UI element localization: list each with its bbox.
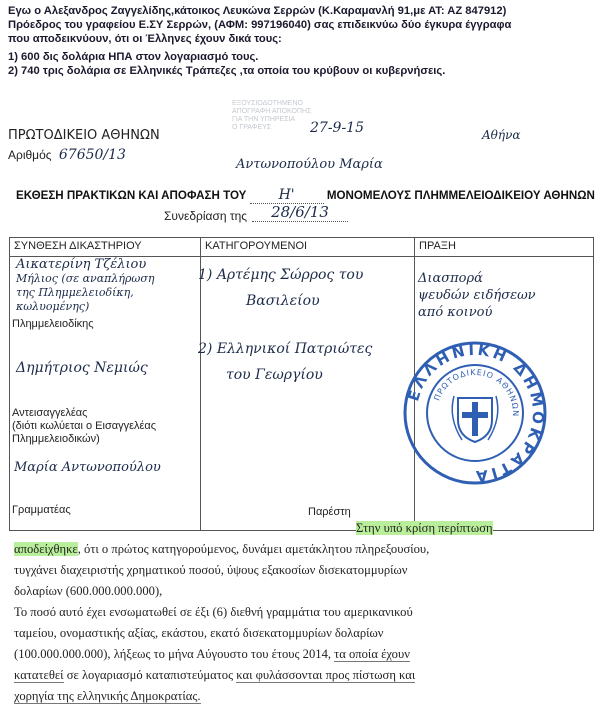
document-title — [16, 187, 595, 204]
column-header: ΠΡΑΞΗ — [415, 238, 594, 257]
prosecutor-role-line: Πλημμελειοδικών) — [12, 433, 100, 445]
handwritten-date: 27-9-15 — [310, 120, 364, 136]
title-number: Η' — [250, 187, 324, 204]
session-label: Συνεδρίαση της — [164, 209, 248, 223]
accused-line: 2) Ελληνικοί Πατριώτες — [198, 341, 373, 357]
faint-stamp: ΕΞΟΥΣΙΟΔΟΤΗΜΕΝΟ ΑΠΟΓΡΑΦΗ ΑΠΟΚΟΠΗΣ ΓΙΑ ΤΗΝ ΥΠΗΡΕΣΙΑ Ο ΓΡΑΦΕΥΣ — [232, 100, 312, 131]
paragraph-text: σε λογαριασμό καταπιστεύματος — [66, 668, 234, 682]
case-number-label: Αριθμός — [8, 148, 52, 162]
judge-line: Μήλιος (σε αναπλήρωση — [16, 272, 155, 285]
title-pre: ΕΚΘΕΣΗ ΠΡΑΚΤΙΚΩΝ ΚΑΙ ΑΠΟΦΑΣΗ ΤΟΥ — [16, 189, 247, 202]
accused-line: 1) Αρτέμης Σώρρος του — [198, 267, 364, 283]
judge-line: Αικατερίνη Τζέλιου — [16, 257, 147, 272]
act-handwriting — [418, 270, 536, 321]
judge-line: κωλυομένης) — [16, 300, 90, 313]
stamp-outer-text: ΕΛΛΗΝΙΚΗ ΔΗΜΟΚΡΑΤΙΑ — [404, 340, 548, 486]
judge-handwriting — [16, 258, 155, 314]
underlined-phrase: και φυλάσσονται προς πίστωση και — [236, 668, 416, 682]
paragraph-line: ταμείου, ονομαστικής αξίας, εκάστου, εκατό δισεκατομμυρίων δολαρίων — [14, 626, 384, 640]
secretary-role: Γραμματέας — [12, 504, 71, 516]
stamp-inner-text: ΠΡΩΤΟΔΙΚΕΙΟ ΑΘΗΝΩΝ — [432, 367, 521, 418]
underlined-phrase: κατατεθεί — [14, 668, 64, 682]
accused-2 — [198, 336, 372, 388]
highlighted-phrase: αποδείχθηκε — [14, 542, 78, 556]
paragraph-line: Το ποσό αυτό έχει ενσωματωθεί σε έξι (6) διεθνή γραμμάτια του αμερικανικού — [14, 605, 413, 619]
paragraph-text: , ότι ο πρώτος κατηγορούμενος, δυνάμει αμετάκλητου πληρεξουσίου, — [77, 542, 430, 556]
paragraph-line: δολαρίων (600.000.000.000), — [14, 584, 163, 598]
present-label: Παρέστη — [308, 506, 351, 518]
handwritten-city: Αθήνα — [482, 128, 521, 142]
court-name: ΠΡΩΤΟΔΙΚΕΙΟ ΑΘΗΝΩΝ — [8, 128, 160, 143]
title-post: ΜΟΝΟΜΕΛΟΥΣ ΠΛΗΜΜΕΛΕΙΟΔΙΚΕΙΟΥ ΑΘΗΝΩΝ — [326, 189, 595, 202]
case-number-value: 67650/13 — [58, 147, 126, 163]
accused-line: Βασιλείου — [246, 293, 320, 309]
underlined-phrase: τα οποία έχουν — [334, 647, 410, 661]
judge-role: Πλημμελειοδίκης — [12, 318, 94, 330]
act-line: Διασπορά — [418, 271, 483, 286]
case-number — [8, 147, 126, 163]
prosecutor-role — [12, 407, 156, 446]
act-line: από κοινού — [418, 305, 493, 320]
intro-line: Πρόεδρος του γραφείου Ε.ΣΥ Σερρών, (ΑΦΜ: 997196040) σας επιδεικνύω δύο έγκυρα έγγραφα — [8, 19, 512, 32]
session-date: 28/6/13 — [252, 203, 348, 222]
official-stamp — [402, 340, 548, 486]
decision-paragraph — [14, 518, 599, 707]
act-line: ψευδών ειδήσεων — [418, 288, 536, 303]
secretary-handwriting: Μαρία Αντωνοπούλου — [14, 460, 161, 475]
prosecutor-role-line: Αντεισαγγελέας — [12, 407, 88, 419]
intro-line: Εγω ο Αλεξανδρος Ζαγγελίδης,κάτοικος Λευκώνα Σερρών (Κ.Καραμανλή 91,με ΑΤ: ΑΖ 847912) — [8, 5, 507, 17]
intro-item: 1) 600 δις δολάρια ΗΠΑ στον λογαριασμό τους. — [8, 50, 259, 63]
prosecutor-handwriting: Δημήτριος Νεμιώς — [16, 360, 148, 376]
underlined-phrase: χορηγία της ελληνικής Δημοκρατίας. — [14, 689, 201, 703]
intro-line: που αποδεικνύουν, ότι οι Έλληνες έχουν δικά τους: — [8, 33, 282, 46]
handwritten-name: Αντωνοπούλου Μαρία — [236, 157, 383, 172]
column-header: ΣΥΝΘΕΣΗ ΔΙΚΑΣΤΗΡΙΟΥ — [10, 238, 201, 257]
paragraph-text: (100.000.000.000), λήξεως το μήνα Αύγουστο του έτους 2014, — [14, 647, 332, 661]
highlighted-phrase: Στην υπό κρίση περίπτωση — [356, 521, 493, 535]
accused-1 — [198, 262, 363, 314]
accused-line: του Γεωργίου — [226, 367, 323, 383]
intro-block — [8, 4, 602, 78]
column-header: ΚΑΤΗΓΟΡΟΥΜΕΝΟΙ — [201, 238, 415, 257]
intro-item: 2) 740 τρις δολάρια σε Ελληνικές Τράπεζες ,τα οποία του κρύβουν οι κυβερνήσεις. — [8, 64, 446, 77]
paragraph-line: τυγχάνει διαχειριστής χρηματικού ποσού, ύψους εξακοσίων δισεκατομμυρίων — [14, 563, 408, 577]
judge-line: της Πλημμελειοδίκη, — [16, 286, 134, 299]
greek-coat-of-arms-icon — [452, 396, 498, 442]
prosecutor-role-line: (διότι κωλύεται ο Εισαγγελέας — [12, 420, 157, 432]
